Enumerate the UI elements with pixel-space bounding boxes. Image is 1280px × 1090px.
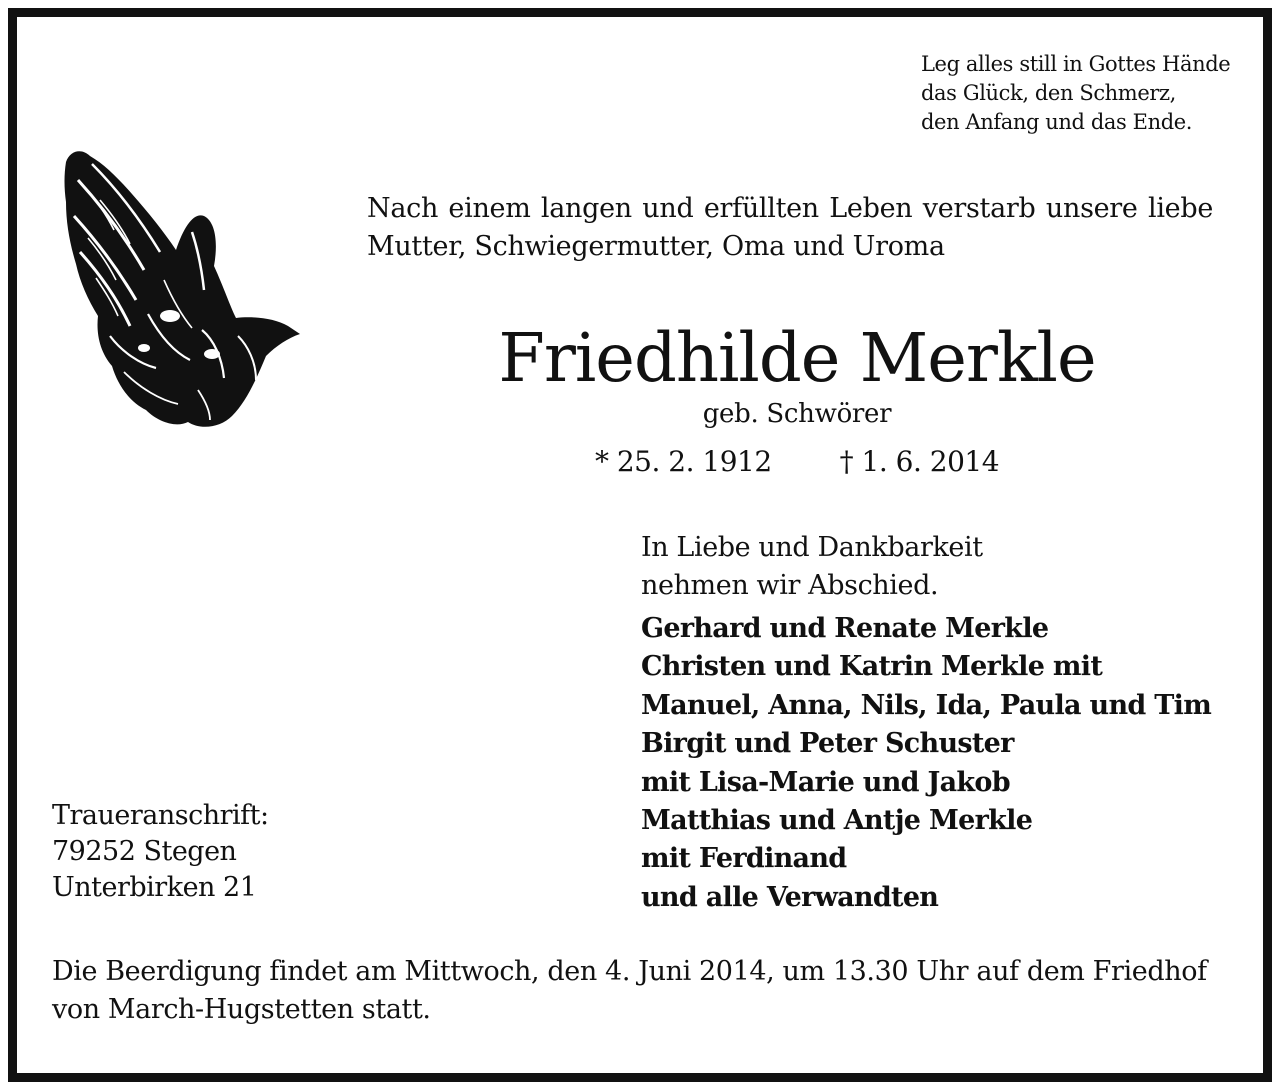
farewell-line: nehmen wir Abschied. — [641, 570, 939, 601]
mourner-line: und alle Verwandten — [641, 881, 939, 913]
life-dates — [367, 443, 1227, 481]
intro-line: Nach einem langen und erfüllten Leben verstarb unsere liebe — [367, 193, 1213, 224]
mourner-line: mit Ferdinand — [641, 843, 847, 875]
mourner-line: Manuel, Anna, Nils, Ida, Paula und Tim — [641, 689, 1212, 721]
poem-line: Leg alles still in Gottes Hände — [921, 52, 1231, 76]
praying-hands-icon — [52, 140, 300, 432]
address-label: Traueranschrift: — [52, 800, 269, 831]
mourner-line: Birgit und Peter Schuster — [641, 728, 1014, 760]
funeral-line: von March-Hugstetten statt. — [52, 994, 431, 1025]
maiden-name: geb. Schwörer — [702, 399, 892, 429]
farewell-text — [641, 529, 983, 605]
intro-line: Mutter, Schwiegermutter, Oma und Uroma — [367, 231, 945, 262]
poem-verse — [921, 50, 1241, 137]
mourner-line: Matthias und Antje Merkle — [641, 805, 1033, 837]
address-street: Unterbirken 21 — [52, 872, 257, 903]
deceased-name: Friedhilde Merkle — [498, 319, 1096, 397]
mourner-line: mit Lisa-Marie und Jakob — [641, 766, 1010, 798]
mourning-address — [52, 798, 269, 906]
intro-text — [367, 190, 1213, 266]
mourners-list — [641, 610, 1211, 917]
funeral-line: Die Beerdigung findet am Mittwoch, den 4. Juni 2014, um 13.30 Uhr auf dem Friedhof — [52, 956, 1207, 987]
mourner-line: Christen und Katrin Merkle mit — [641, 651, 1103, 683]
farewell-line: In Liebe und Dankbarkeit — [641, 532, 983, 563]
poem-line: das Glück, den Schmerz, — [921, 81, 1176, 105]
poem-line: den Anfang und das Ende. — [921, 110, 1193, 134]
birth-date: * 25. 2. 1912 — [594, 445, 772, 478]
mourner-line: Gerhard und Renate Merkle — [641, 613, 1049, 644]
address-city: 79252 Stegen — [52, 836, 237, 867]
funeral-notice — [52, 953, 1222, 1029]
death-date: † 1. 6. 2014 — [839, 445, 1000, 478]
